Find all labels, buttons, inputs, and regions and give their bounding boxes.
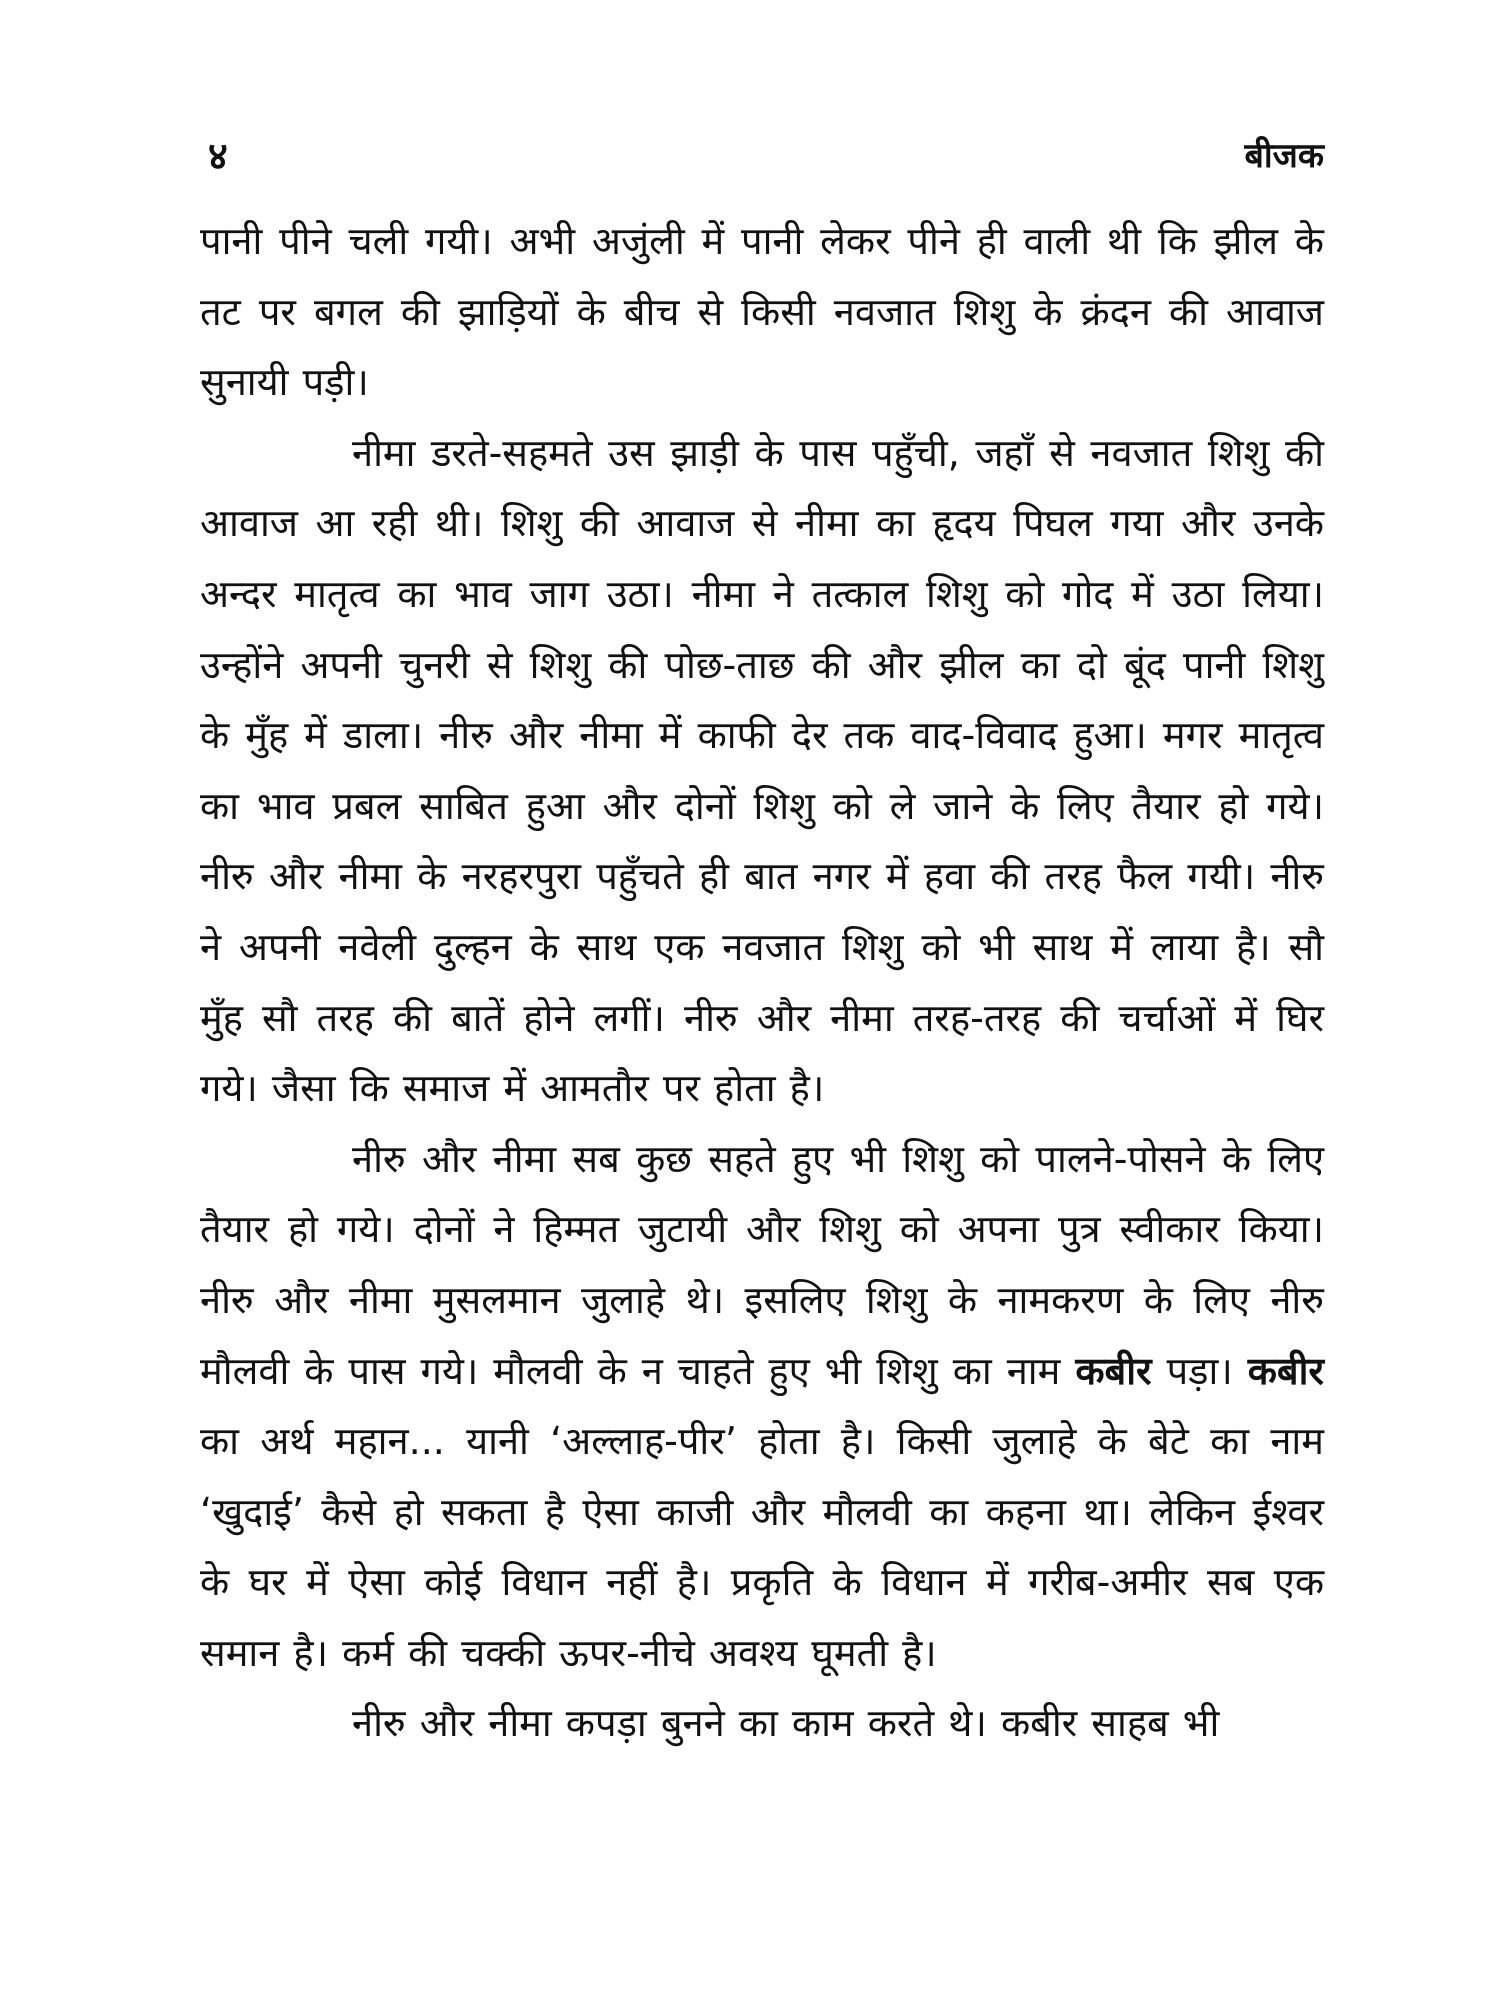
paragraph-3 (200, 1124, 1324, 1689)
body-text (200, 206, 1324, 1759)
page-header (200, 126, 1324, 186)
paragraph-3-part-1: नीरु और नीमा सब कुछ सहते हुए भी शिशु को पालने-पोसने के लिए तैयार हो गये। दोनों ने हिम्मत जुटायी और शिशु को अपना पुत्र स्वीकार किया। नीरु और नीमा मुसलमान जुलाहे थे। इसलिए शिशु के नामकरण के लिए नीरु मौलवी के पास गये। मौलवी के न चाहते हुए भी शिशु का नाम (200, 1136, 1324, 1393)
paragraph-4: नीरु और नीमा कपड़ा बुनने का काम करते थे। कबीर साहब भी (352, 1701, 1220, 1746)
paragraph-1: पानी पीने चली गयी। अभी अजुंली में पानी लेकर पीने ही वाली थी कि झील के तट पर बगल की झाड़ियों के बीच से किसी नवजात शिशु के क्रंदन की आवाज सुनायी पड़ी। (200, 219, 1324, 405)
paragraph-2: नीमा डरते-सहमते उस झाड़ी के पास पहुँची, जहाँ से नवजात शिशु की आवाज आ रही थी। शिशु की आवाज से नीमा का हृदय पिघल गया और उनके अन्दर मातृत्व का भाव जाग उठा। नीमा ने तत्काल शिशु को गोद में उठा लिया। उन्होंने अपनी चुनरी से शिशु की पोछ-ताछ की और झील का दो बूंद पानी शिशु के मुँह में डाला। नीरु और नीमा में काफी देर तक वाद-विवाद हुआ। मगर मातृत्व का भाव प्रबल साबित हुआ और दोनों शिशु को ले जाने के लिए तैयार हो गये। नीरु और नीमा के नरहरपुरा पहुँचते ही बात नगर में हवा की तरह फैल गयी। नीरु ने अपनी नवेली दुल्हन के साथ एक नवजात शिशु को भी साथ में लाया है। सौ मुँह सौ तरह की बातें होने लगीं। नीरु और नीमा तरह-तरह की चर्चाओं में घिर गये। जैसा कि समाज में आमतौर पर होता है। (200, 430, 1324, 1111)
paragraph-3-part-3: का अर्थ महान... यानी ‘अल्लाह-पीर’ होता है। किसी जुलाहे के बेटे का नाम ‘खुदाई’ कैसे हो सकता है ऐसा काजी और मौलवी का कहना था। लेकिन ईश्वर के घर में ऐसा कोई विधान नहीं है। प्रकृति के विधान में गरीब-अमीर सब एक समान है। कर्म की चक्की ऊपर-नीचे अवश्य घूमती है। (200, 1419, 1324, 1675)
page-number: ४ (208, 134, 228, 178)
bold-name-kabir-1: कबीर (1075, 1348, 1152, 1393)
running-title: बीजक (1244, 136, 1324, 176)
bold-name-kabir-2: कबीर (1247, 1348, 1324, 1393)
paragraph-3-part-2: पड़ा। (1151, 1348, 1248, 1393)
